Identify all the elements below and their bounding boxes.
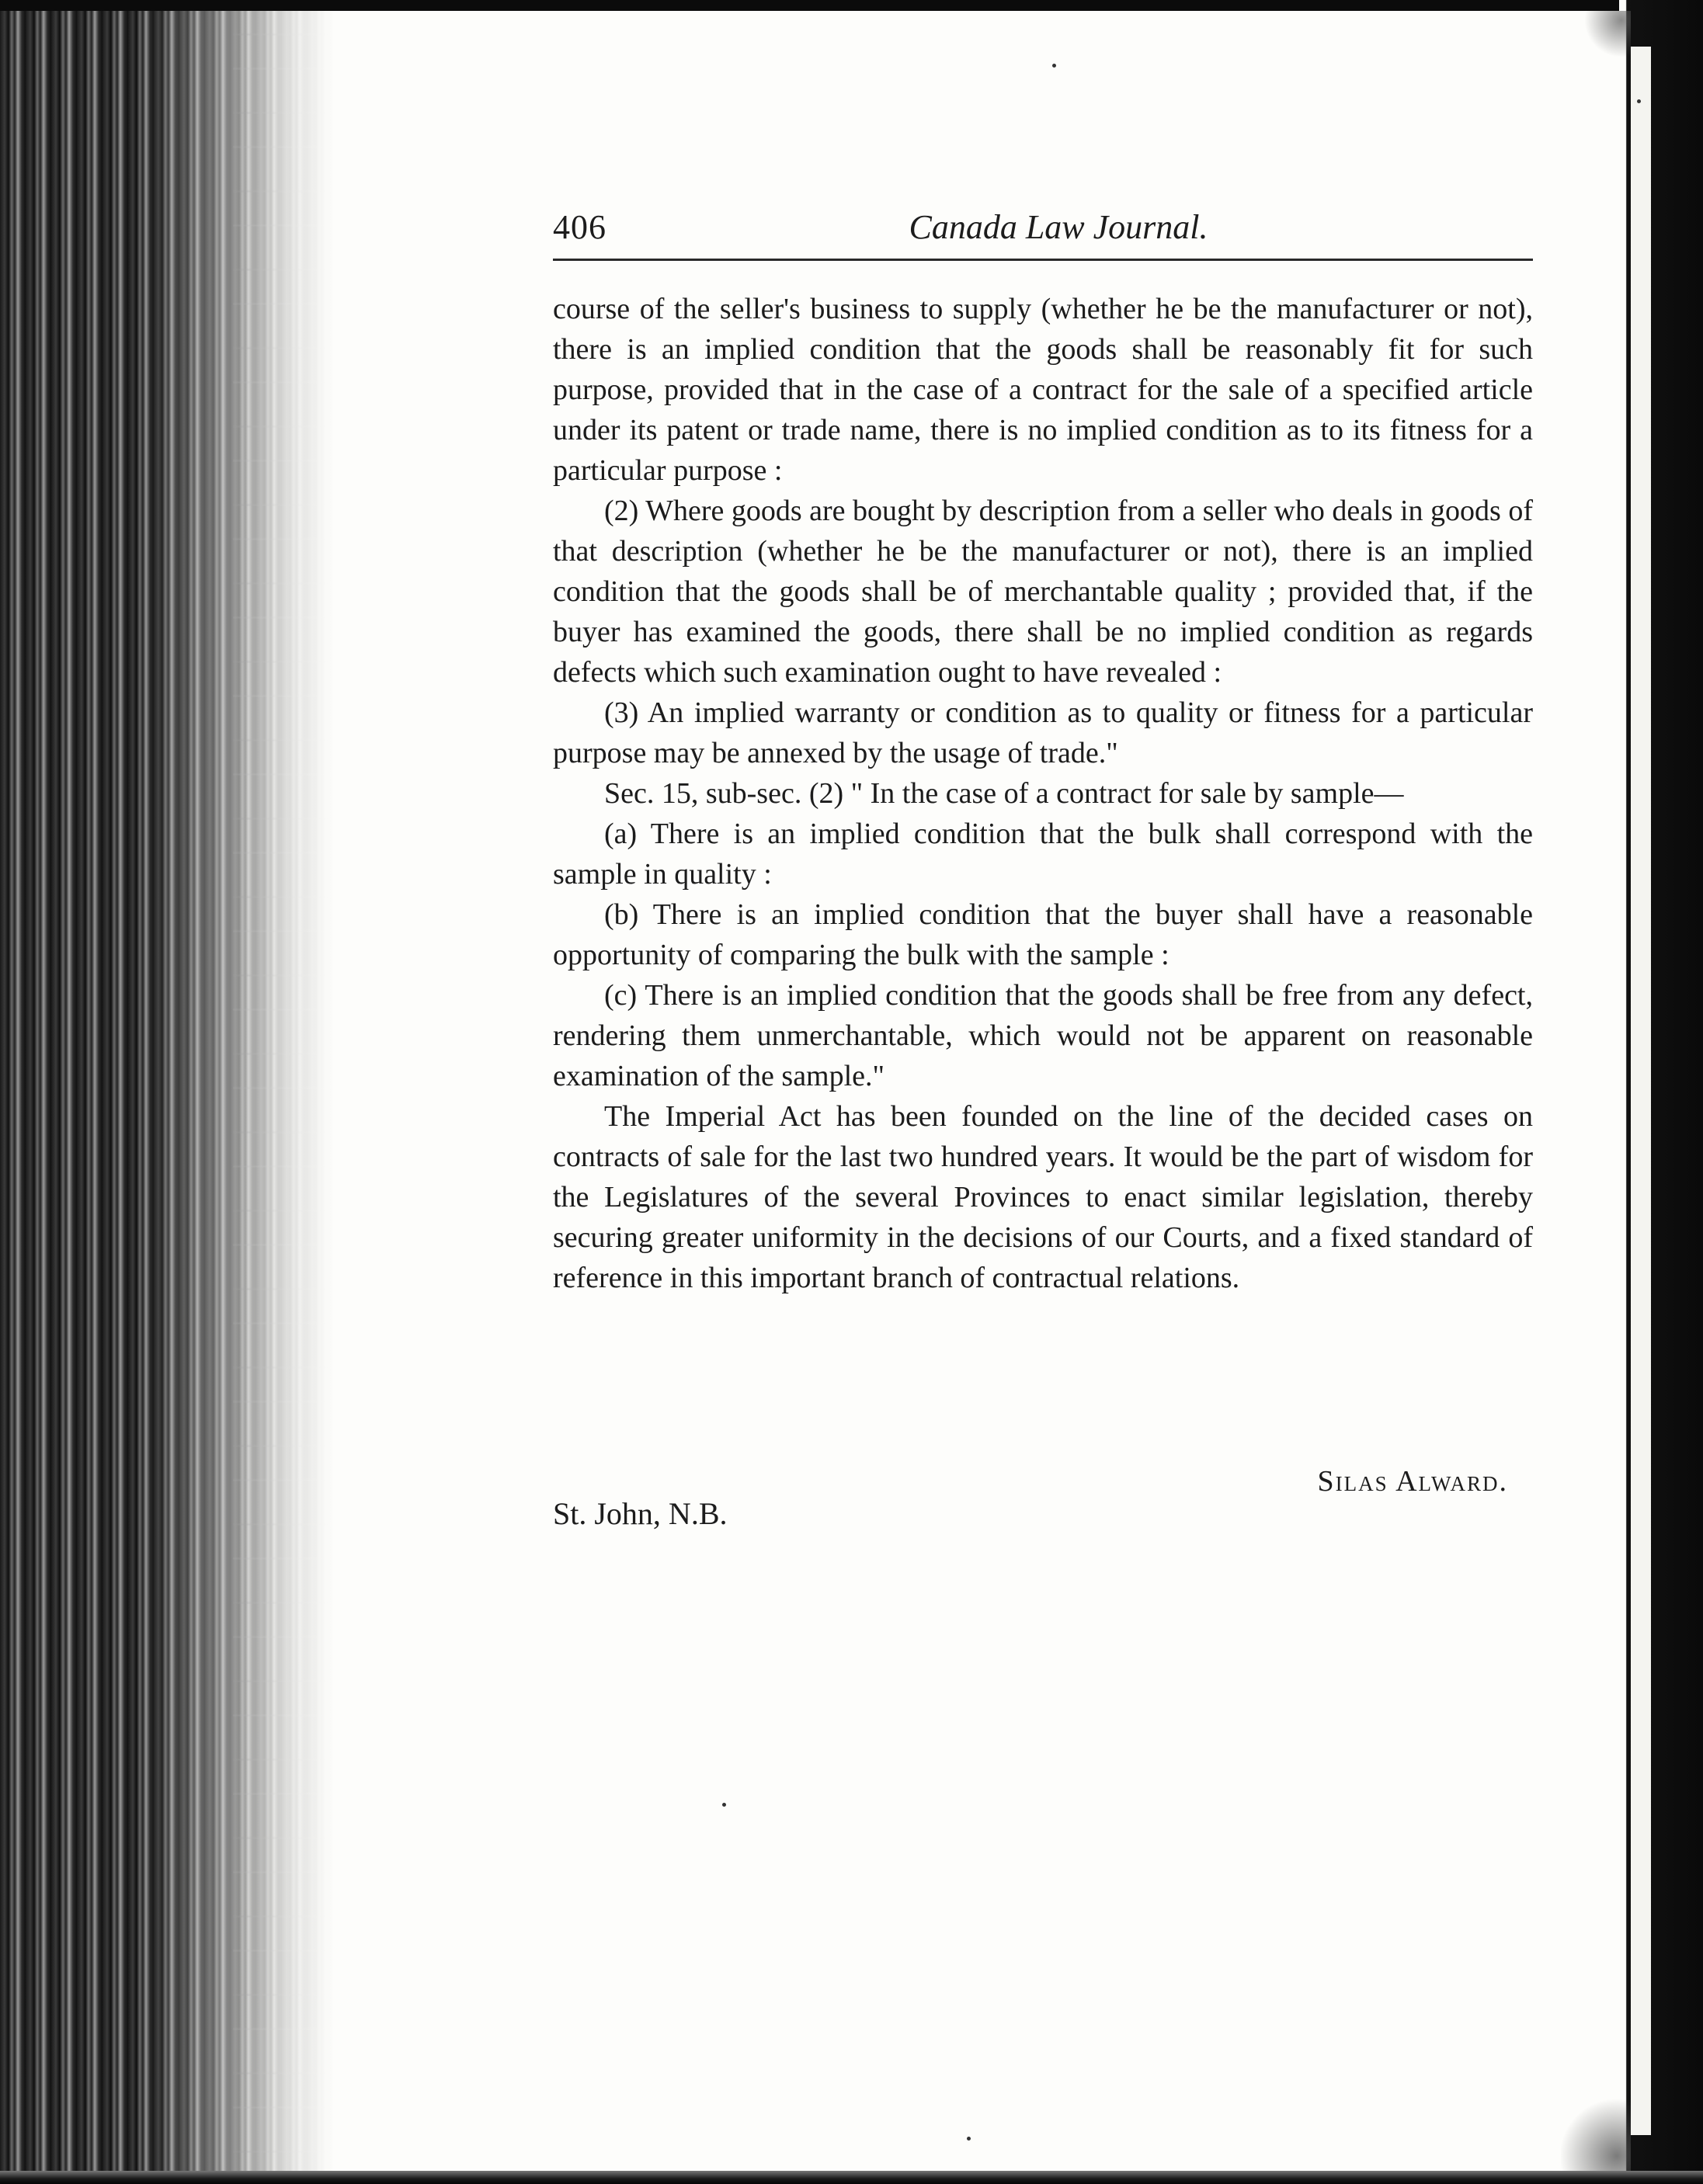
gutter-fade <box>148 0 334 2184</box>
paragraph-7: (c) There is an implied condition that the goods shall be free from any defect, rendering them unmerchantable, which would not be apparent on reasonable examination of the sample." <box>553 979 1533 1092</box>
scan-speck <box>1637 99 1641 103</box>
scan-speck <box>722 1803 726 1807</box>
body-text <box>553 289 1533 1298</box>
paragraph-8: The Imperial Act has been founded on the line of the decided cases on contracts of sale for the last two hundred years. It would be the part of wisdom for the Legislatures of the several Provinces to enact similar legislation, thereby securing greater uniformity in the decisions of our Courts, and a fixed standard of reference in this important branch of contractual relations. <box>553 1100 1533 1294</box>
corner-smudge-top <box>1584 11 1631 57</box>
running-title: Canada Law Journal. <box>909 208 1208 246</box>
right-page-strip <box>1631 47 1651 2135</box>
paragraph-1: course of the seller's business to supply (whether he be the manufacturer or not), there is an implied condition that the goods shall be reasonably fit for such purpose, provided that in the case of a contract for the sale of a specified article under its patent or trade name, there is no implied condition as to its fitness for a particular purpose : <box>553 293 1533 487</box>
paragraph-2: (2) Where goods are bought by description from a seller who deals in goods of that description (whether he be the manufacturer or not), there is an implied condition that the goods shall be of merchantable quality ; provided that, if the buyer has examined the goods, there shall be no implied condition as regards defects which such examination ought to have revealed : <box>553 495 1533 689</box>
paragraph-6: (b) There is an implied condition that the buyer shall have a reasonable opportunity of comparing the bulk with the sample : <box>553 898 1533 971</box>
page-header <box>553 200 1533 255</box>
page-number: 406 <box>553 208 606 246</box>
header-rule <box>553 259 1533 261</box>
scan-speck <box>967 2137 971 2141</box>
scan-speck <box>1052 64 1056 68</box>
author-place: St. John, N.B. <box>553 1496 728 1531</box>
paragraph-3: (3) An implied warranty or condition as to quality or fitness for a particular purpose may be annexed by the usage of trade." <box>553 696 1533 769</box>
author-signature: Silas Alward. <box>1317 1465 1508 1498</box>
paragraph-4: Sec. 15, sub-sec. (2) " In the case of a contract for sale by sample— <box>604 777 1404 810</box>
paragraph-5: (a) There is an implied condition that the bulk shall correspond with the sample in quality : <box>553 818 1533 891</box>
scan-top-edge <box>0 0 1703 11</box>
corner-smudge-bottom <box>1561 2096 1631 2171</box>
scan-bottom-edge <box>0 2171 1703 2184</box>
